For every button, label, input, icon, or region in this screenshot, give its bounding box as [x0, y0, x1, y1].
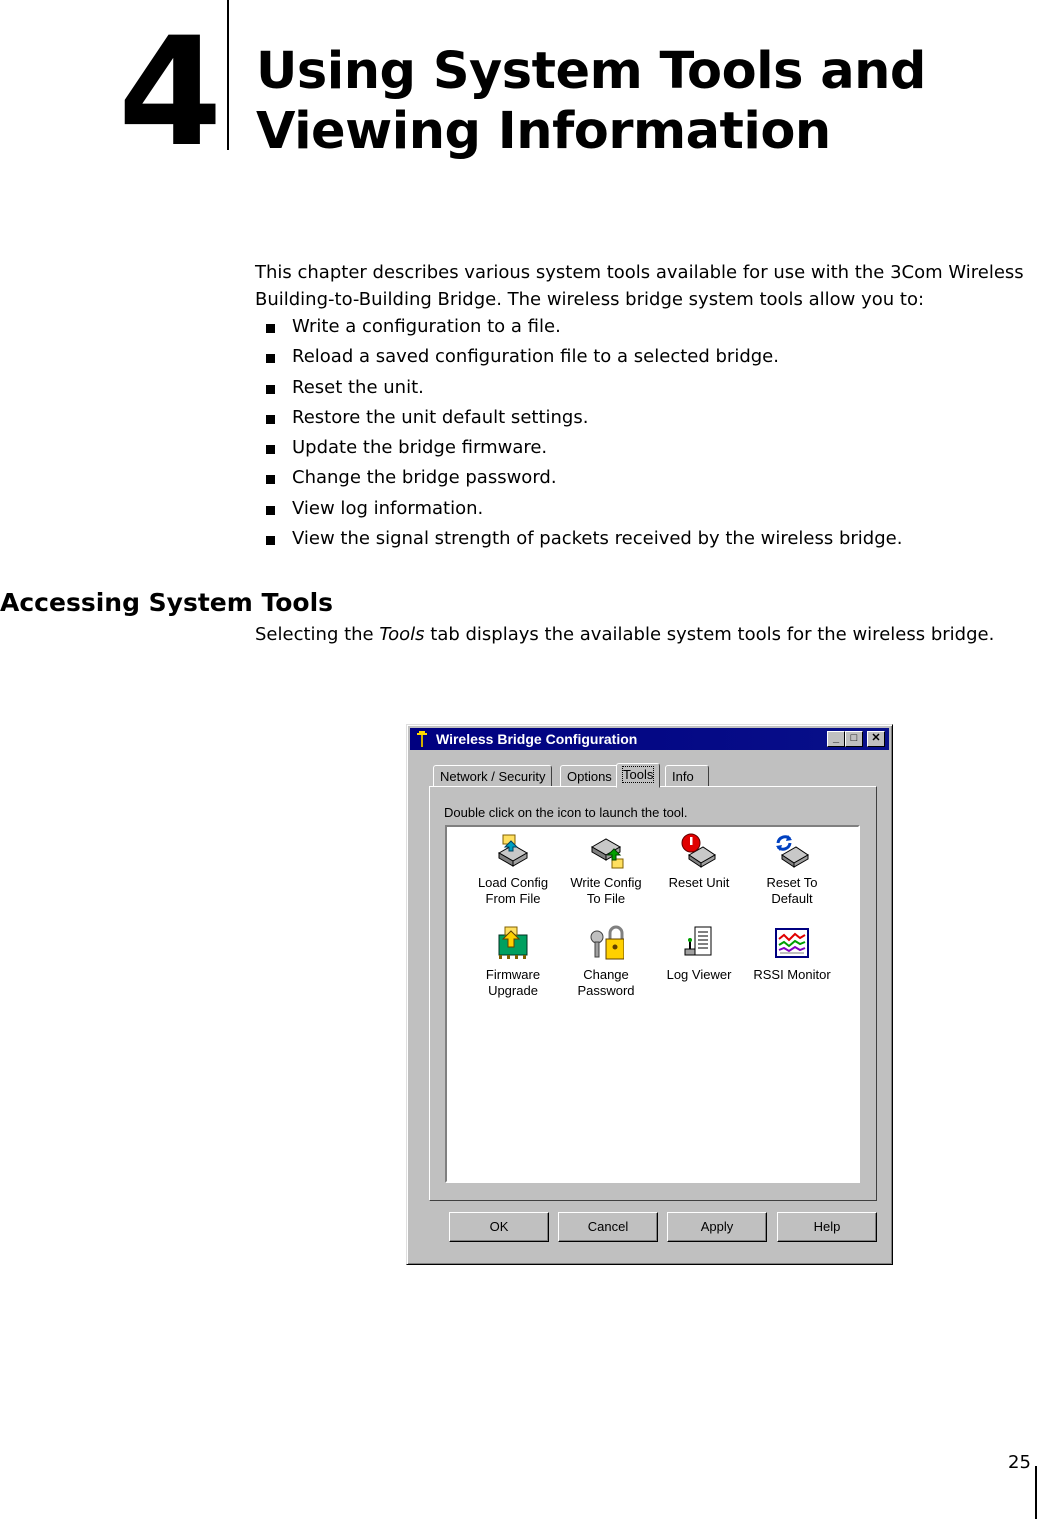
panel-instruction: Double click on the icon to launch the tool. [444, 805, 688, 820]
chapter-number: 4 [118, 6, 219, 180]
rssi-monitor-icon [774, 925, 810, 961]
tool-label-line1: Write Config [570, 875, 642, 890]
maximize-button[interactable]: □ [845, 731, 863, 747]
bullet-icon [266, 354, 275, 363]
reset-unit-icon [681, 833, 717, 869]
tool-label-line1: Firmware [485, 967, 541, 982]
tools-panel [429, 786, 877, 1201]
tool-reset-default[interactable] [746, 833, 838, 907]
password-keys-icon [588, 925, 624, 961]
list-item: Reload a saved configuration file to a selected bridge. [264, 343, 902, 373]
help-button[interactable]: Help [777, 1212, 877, 1242]
list-item: Write a configuration to a file. [264, 313, 902, 343]
page-number-divider [1035, 1466, 1037, 1519]
tool-log-viewer[interactable] [653, 925, 745, 983]
tool-rssi-monitor[interactable] [746, 925, 838, 983]
tool-label-line1: Load Config [477, 875, 549, 890]
close-button[interactable]: ✕ [867, 731, 885, 747]
bullet-icon [266, 385, 275, 394]
apply-button[interactable]: Apply [667, 1212, 767, 1242]
bullet-icon [266, 536, 275, 545]
tool-list [264, 313, 902, 555]
bullet-icon [266, 445, 275, 454]
tool-label-line1: Log Viewer [666, 967, 732, 982]
list-item: Change the bridge password. [264, 464, 902, 494]
tool-label-line2: Default [771, 891, 813, 906]
tool-write-config[interactable] [560, 833, 652, 907]
page-number: 25 [1008, 1452, 1031, 1473]
list-item: View the signal strength of packets received by the wireless bridge. [264, 525, 902, 555]
chapter-divider [227, 0, 229, 150]
bullet-icon [266, 415, 275, 424]
tool-label-line1: Change [583, 967, 629, 982]
section-heading: Accessing System Tools [0, 588, 334, 617]
tool-change-password[interactable] [560, 925, 652, 999]
list-item: View log information. [264, 495, 902, 525]
config-window [406, 724, 893, 1265]
title-bar[interactable] [410, 728, 889, 750]
chapter-title [256, 42, 926, 162]
tool-label-line2: From File [485, 891, 541, 906]
write-config-icon [588, 833, 624, 869]
firmware-icon [495, 925, 531, 961]
chapter-title-line1: Using System Tools and [256, 42, 926, 101]
tab-info[interactable]: Info [665, 765, 709, 787]
tool-label-line1: Reset To [766, 875, 818, 890]
cancel-button[interactable]: Cancel [558, 1212, 658, 1242]
tab-tools[interactable]: Tools [616, 763, 660, 788]
list-item: Restore the unit default settings. [264, 404, 902, 434]
tools-listview[interactable] [445, 825, 860, 1183]
tool-reset-unit[interactable] [653, 833, 745, 891]
bullet-icon [266, 324, 275, 333]
app-antenna-icon [416, 731, 428, 747]
tab-network-security[interactable]: Network / Security [433, 765, 552, 787]
tool-label-line2: Password [577, 983, 635, 998]
tool-label-line1: RSSI Monitor [753, 967, 831, 982]
chapter-title-line2: Viewing Information [256, 102, 831, 161]
intro-paragraph: This chapter describes various system tools available for use with the 3Com Wireless Building-to-Building Bridge. The wireless bridge system tools allow you to: [255, 262, 1024, 310]
load-config-icon [495, 833, 531, 869]
tool-label-line1: Reset Unit [668, 875, 730, 890]
tool-firmware-upgrade[interactable] [467, 925, 559, 999]
window-title: Wireless Bridge Configuration [436, 731, 638, 747]
tool-label-line2: To File [586, 891, 626, 906]
list-item: Update the bridge firmware. [264, 434, 902, 464]
log-viewer-icon [681, 925, 717, 961]
list-item: Reset the unit. [264, 374, 902, 404]
tool-load-config[interactable] [467, 833, 559, 907]
section-paragraph: Selecting the Tools tab displays the available system tools for the wireless bridge. [255, 624, 995, 645]
ok-button[interactable]: OK [449, 1212, 549, 1242]
tool-label-line2: Upgrade [488, 983, 538, 998]
bullet-icon [266, 506, 275, 515]
bullet-icon [266, 475, 275, 484]
tab-options[interactable]: Options [560, 765, 619, 787]
minimize-button[interactable]: _ [827, 731, 845, 747]
reset-default-icon [774, 833, 810, 869]
